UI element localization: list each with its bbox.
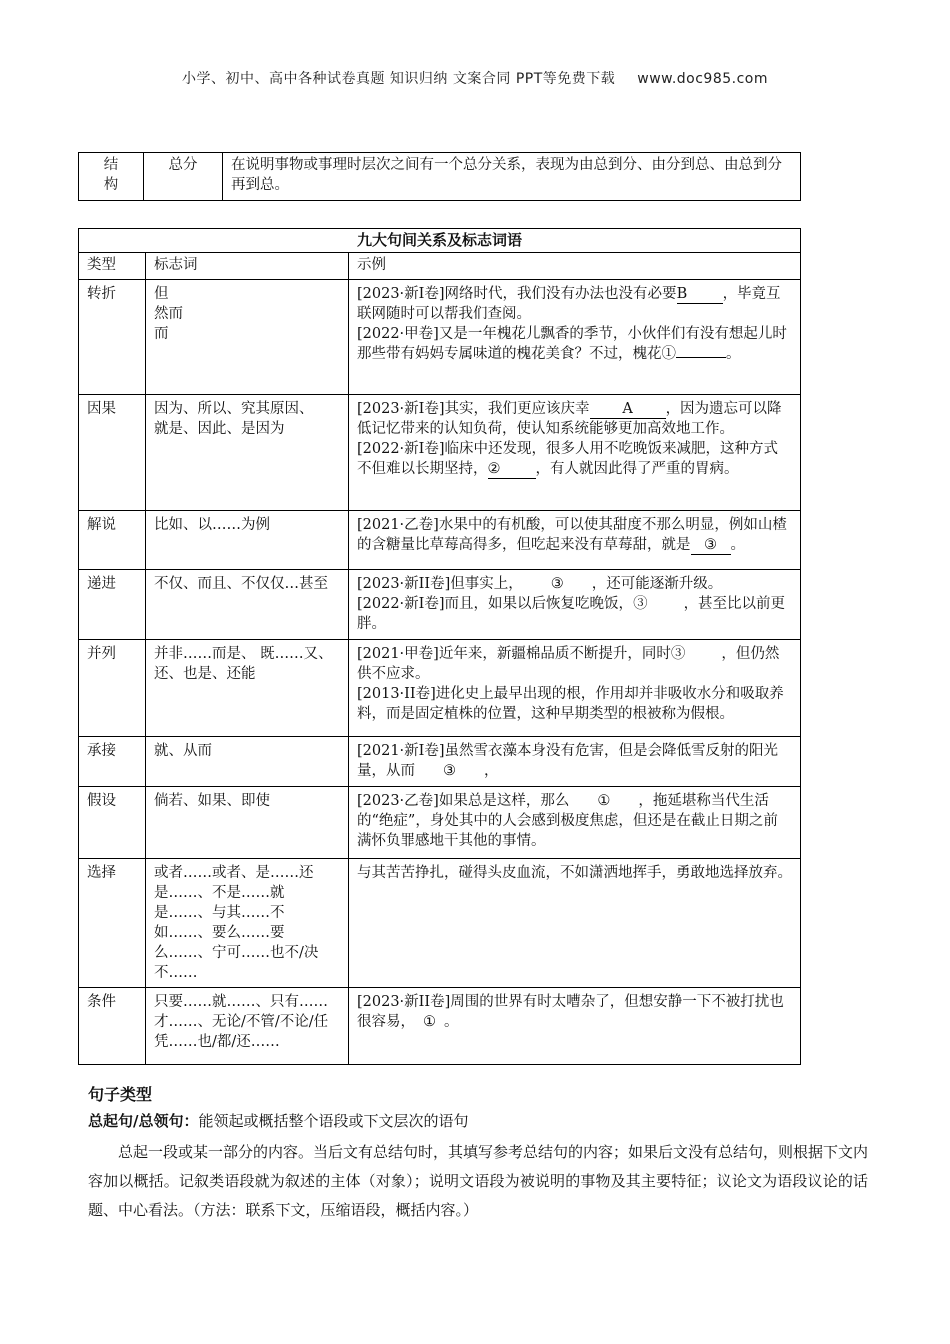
table-row xyxy=(79,988,801,1065)
table-row xyxy=(79,640,801,737)
row-markers: 就、从而 xyxy=(146,737,349,787)
header-site[interactable]: www.doc985.com xyxy=(637,71,769,87)
structure-table xyxy=(78,152,801,201)
row-example: [2023·新II卷]周围的世界有时太嘈杂了，但想安静一下不被打扰也很容易， ① 。 xyxy=(349,988,801,1065)
header-type: 类型 xyxy=(79,253,146,280)
row-type: 因果 xyxy=(79,395,146,511)
row-markers: 因为、所以、究其原因、 就是、因此、是因为 xyxy=(146,395,349,511)
section-paragraph: 总起一段或某一部分的内容。当后文有总结句时，其填写参考总结句的内容；如果后文没有总结句，则根据下文内容加以概括。记叙类语段就为叙述的主体（对象）；说明文语段为被说明的事物及其主要特征；议论文为语段议论的话题、中心看法。（方法：联系下文，压缩语段，概括内容。） xyxy=(88,1143,869,1219)
structure-description: 在说明事物或事理时层次之间有一个总分关系，表现为由总到分、由分到总、由总到分再到总。 xyxy=(223,153,801,201)
row-markers: 并非……而是、 既……又、还、也是、还能 xyxy=(146,640,349,737)
row-example: [2023·新Ⅰ卷]其实，我们更应该庆幸 A ，因为遗忘可以降低记忆带来的认知负荷，使认知系统能够更加高效地工作。 [2022·新Ⅰ卷]临床中还发现，很多人用不吃晚饭来减肥，这种方式不但难以长期坚持，② ，有人就因此得了严重的胃病。 xyxy=(349,395,801,511)
row-markers: 比如、以……为例 xyxy=(146,511,349,570)
page-header xyxy=(0,68,950,88)
row-markers: 不仅、而且、不仅仅…甚至 xyxy=(146,570,349,640)
row-example: [2023·新II卷]但事实上， ③ ，还可能逐渐升级。 [2022·新Ⅰ卷]而且，如果以后恢复吃晚饭，③ ，甚至比以前更胖。 xyxy=(349,570,801,640)
relation-table-title: 九大句间关系及标志词语 xyxy=(79,229,801,253)
subtitle-text: 能领起或概括整个语段或下文层次的语句 xyxy=(198,1112,469,1130)
structure-category: 结 构 xyxy=(79,153,144,201)
row-example: [2021·乙卷]水果中的有机酸，可以使其甜度不那么明显，例如山楂的含糖量比草莓高得多，但吃起来没有草莓甜，就是 ③ 。 xyxy=(349,511,801,570)
row-markers: 但 然而 而 xyxy=(146,280,349,395)
section-subtitle xyxy=(88,1110,868,1131)
header-text: 小学、初中、高中各种试卷真题 知识归纳 文案合同 PPT等免费下载 xyxy=(181,71,616,87)
row-type: 解说 xyxy=(79,511,146,570)
row-example: [2021·甲卷]近年来，新疆棉品质不断提升，同时③ ，但仍然供不应求。 [2013·II卷]进化史上最早出现的根，作用却并非吸收水分和吸取养料，而是固定植株的位置，这种早期类型的根被称为假根。 xyxy=(349,640,801,737)
row-markers: 或者……或者、是……还是……、不是……就是……、与其……不如……、要么……要么……、宁可……也不/决不…… xyxy=(146,859,349,988)
table-row xyxy=(79,737,801,787)
row-type: 并列 xyxy=(79,640,146,737)
row-type: 递进 xyxy=(79,570,146,640)
row-example: 与其苦苦挣扎，碰得头皮血流，不如潇洒地挥手，勇敢地选择放弃。 xyxy=(349,859,801,988)
header-markers: 标志词 xyxy=(146,253,349,280)
table-row xyxy=(79,395,801,511)
row-markers: 倘若、如果、即使 xyxy=(146,787,349,859)
row-type: 选择 xyxy=(79,859,146,988)
row-type: 转折 xyxy=(79,280,146,395)
row-example: [2021·新Ⅰ卷]虽然雪衣藻本身没有危害，但是会降低雪反射的阳光量，从而 ③ ， xyxy=(349,737,801,787)
row-example: [2023·新Ⅰ卷]网络时代，我们没有办法也没有必要B ，毕竟互联网随时可以帮我们查阅。 [2022·甲卷]又是一年槐花儿飘香的季节，小伙伴们有没有想起儿时那些带有妈妈专属味道的槐花美食？不过，槐花① 。 xyxy=(349,280,801,395)
row-markers: 只要……就……、只有……才……、无论/不管/不论/任凭……也/都/还…… xyxy=(146,988,349,1065)
relation-table xyxy=(78,228,801,1065)
structure-type: 总分 xyxy=(144,153,223,201)
row-type: 条件 xyxy=(79,988,146,1065)
table-row xyxy=(79,787,801,859)
row-example: [2023·乙卷]如果总是这样，那么 ① ，拖延堪称当代生活的“绝症”，身处其中的人会感到极度焦虑，但还是在截止日期之前满怀负罪感地干其他的事情。 xyxy=(349,787,801,859)
section-title: 句子类型 xyxy=(88,1085,153,1104)
header-example: 示例 xyxy=(349,253,801,280)
table-row xyxy=(79,511,801,570)
table-row xyxy=(79,859,801,988)
row-type: 假设 xyxy=(79,787,146,859)
row-type: 承接 xyxy=(79,737,146,787)
table-row xyxy=(79,280,801,395)
table-row xyxy=(79,570,801,640)
subtitle-label: 总起句/总领句： xyxy=(88,1112,199,1130)
